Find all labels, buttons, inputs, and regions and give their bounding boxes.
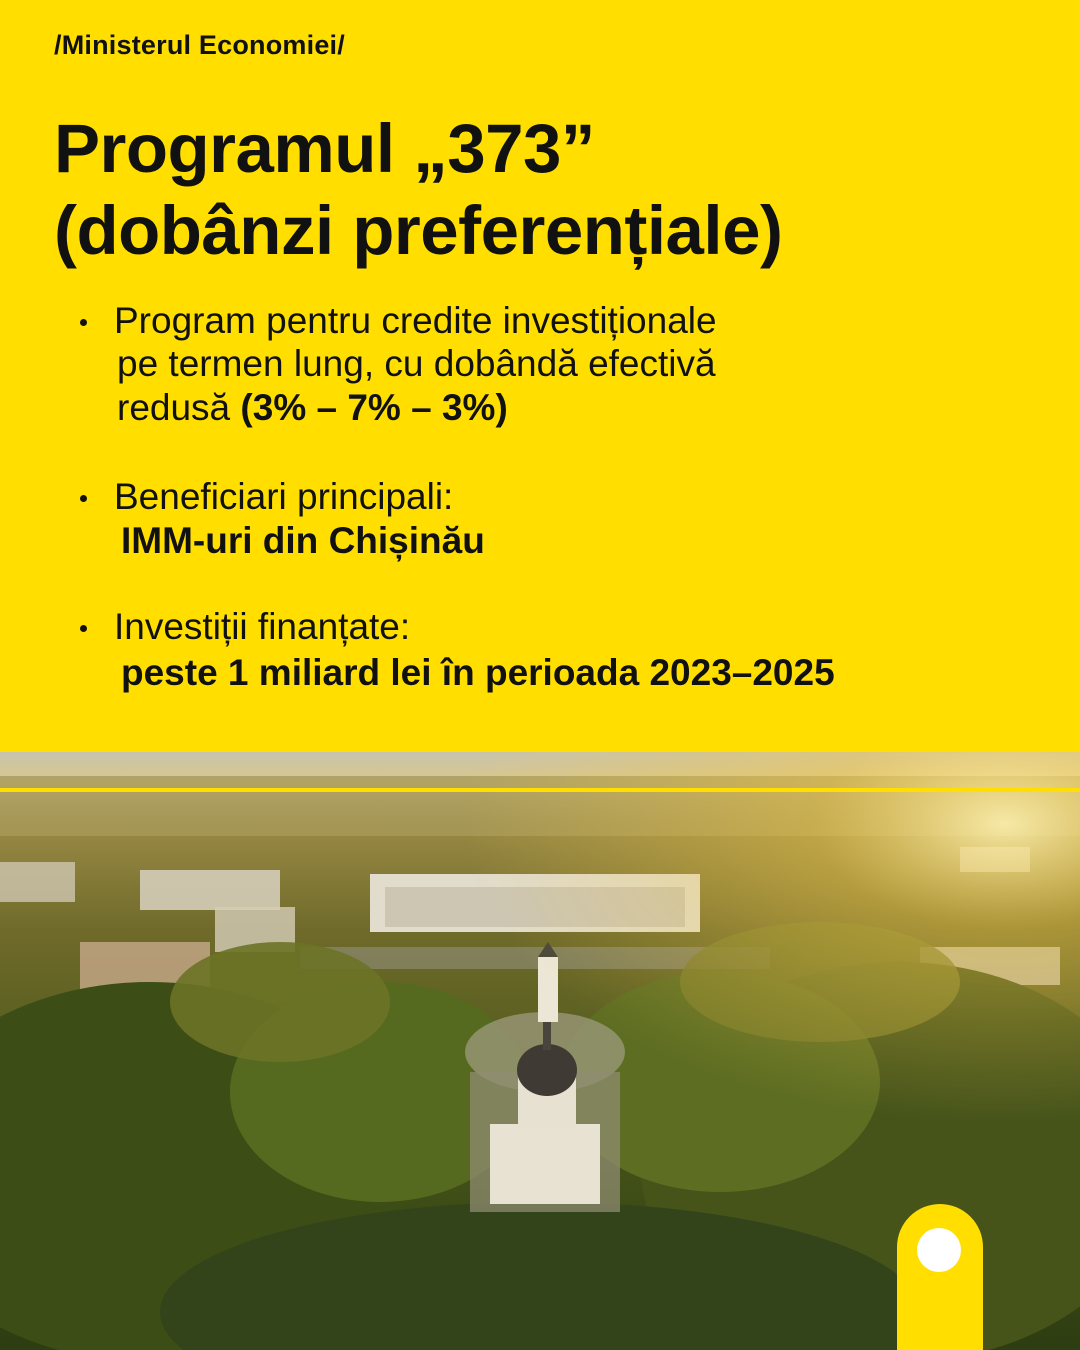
- bullet-dot-icon: [80, 495, 87, 502]
- title-line-1: Programul „373”: [54, 110, 595, 187]
- bullet-1-line-2: pe termen lung, cu dobândă efectivă: [117, 343, 716, 384]
- bullet-1-line-3-prefix: redusă: [117, 387, 241, 428]
- investments-value: peste 1 miliard lei în perioada 2023–2025: [121, 652, 835, 693]
- beneficiaries-label: Beneficiari principali:: [114, 476, 454, 517]
- bullet-1-line-3: [117, 387, 508, 429]
- interest-rate-range: (3% – 7% – 3%): [240, 387, 508, 428]
- bullet-dot-icon: [80, 319, 87, 326]
- bullet-1-line-1: Program pentru credite investiționale: [114, 300, 717, 341]
- investments-label: Investiții finanțate:: [114, 606, 411, 647]
- title-line-2: (dobânzi preferențiale): [54, 192, 783, 269]
- circle-logo-icon: [917, 1228, 961, 1272]
- brand-tab: [897, 1204, 983, 1350]
- divider: [0, 788, 1080, 792]
- ministry-label: /Ministerul Economiei/: [54, 30, 345, 60]
- bullet-dot-icon: [80, 625, 87, 632]
- beneficiaries-value: IMM-uri din Chișinău: [121, 520, 485, 561]
